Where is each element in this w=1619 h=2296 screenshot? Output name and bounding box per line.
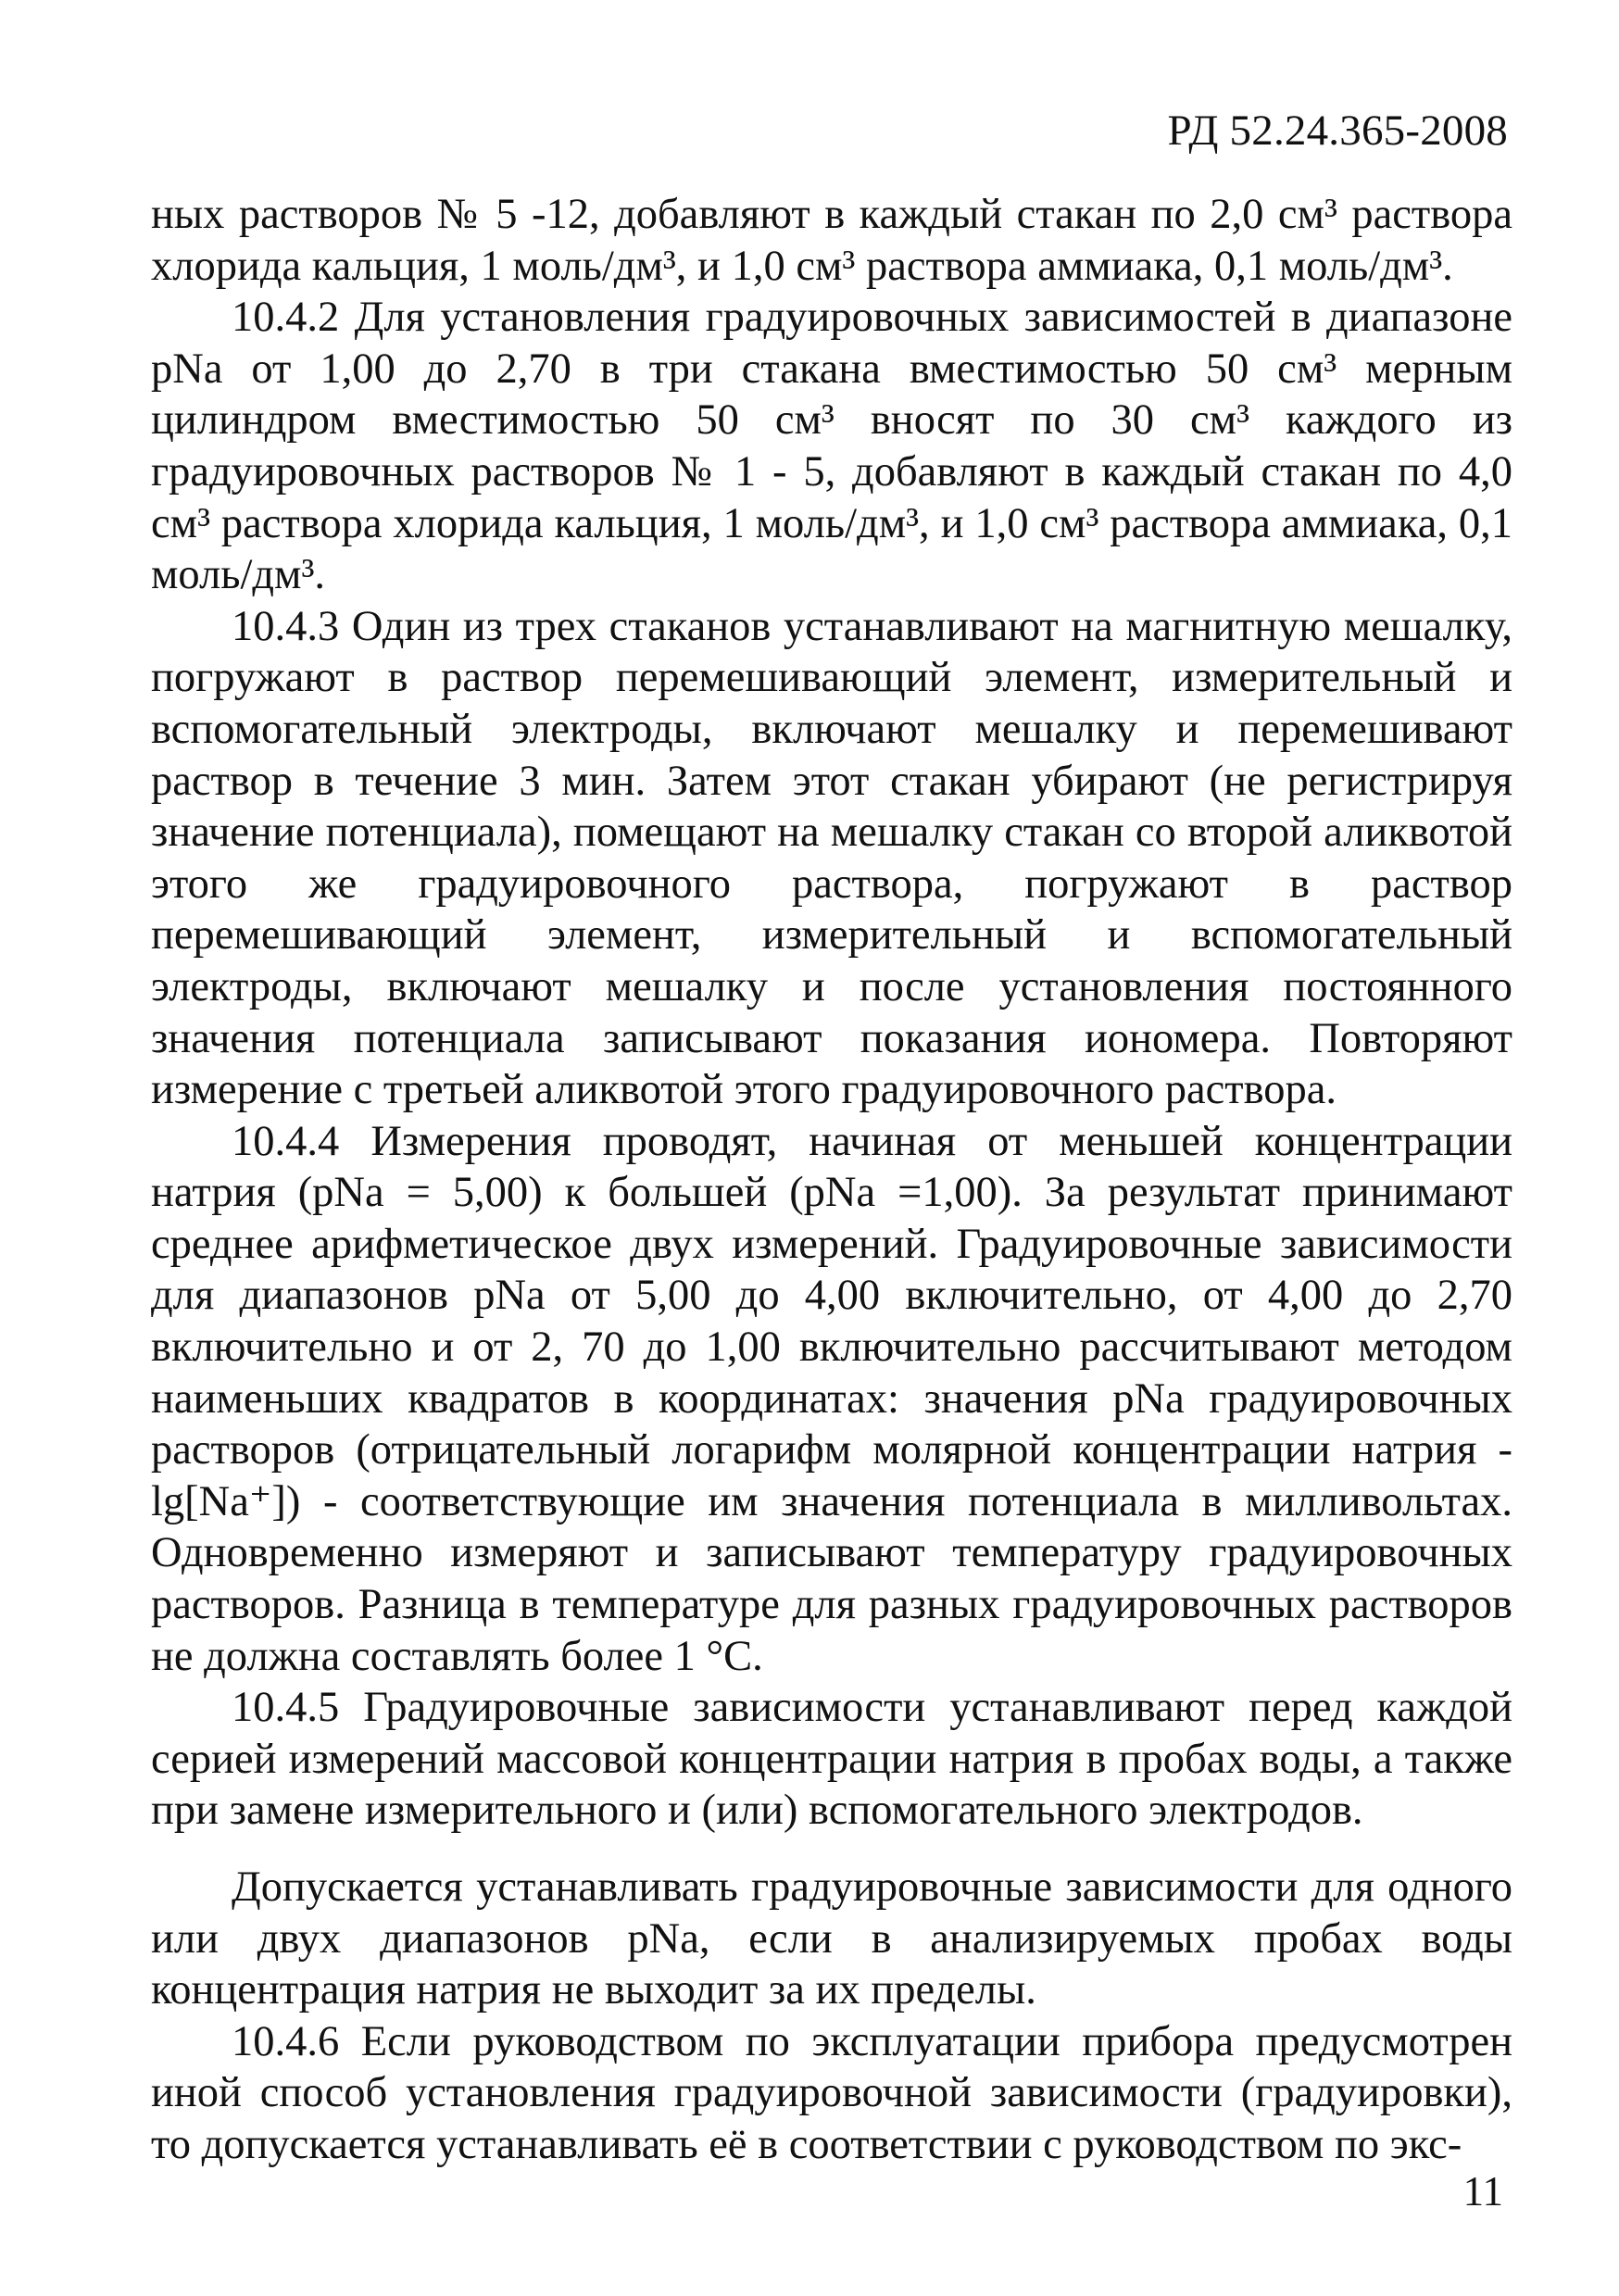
paragraph-dopuskaetsya: Допускается устанавливать градуировочные зависимости для одного или двух диапазонов pNa, если в анализируемых пробах воды концентрация натрия не выходит за их пределы. bbox=[151, 1863, 1512, 2014]
paragraph-continuation: ных растворов № 5 -12, добавляют в каждый стакан по 2,0 см³ раствора хлорида кальция, 1 моль/дм³, и 1,0 см³ раствора аммиака, 0,1 моль/дм³. bbox=[151, 191, 1512, 290]
paragraph-10-4-6: 10.4.6 Если руководством по эксплуатации прибора предусмотрен иной способ установления градуировочной зависимости (градуировки), то допускается устанавливать её в соответствии с руководством по экс- bbox=[151, 2017, 1512, 2168]
page-content bbox=[151, 189, 1512, 2171]
paragraph-10-4-5: 10.4.5 Градуировочные зависимости устанавливают перед каждой серией измерений массовой концентрации натрия в пробах воды, а также при замене измерительного и (или) вспомогательного электродов. bbox=[151, 1684, 1512, 1835]
page-number: 11 bbox=[1462, 2168, 1503, 2214]
paragraph-10-4-4: 10.4.4 Измерения проводят, начиная от меньшей концентрации натрия (pNa = 5,00) к большей (pNa =1,00). За результат принимают среднее арифметическое двух измерений. Градуировочные зависимости для диапазонов pNa от 5,00 до 4,00 включительно, от 4,00 до 2,70 включительно и от 2, 70 до 1,00 включительно рассчитывают методом наименьших квадратов в координатах: значения pNa градуировочных растворов (отрицательный логарифм молярной концентрации натрия - lg[Na⁺]) - соответствующие им значения потенциала в милливольтах. Одновременно измеряют и записывают температуру градуировочных растворов. Разница в температуре для разных градуировочных растворов не должна составлять более 1 °C. bbox=[151, 1117, 1512, 1680]
paragraph-10-4-2: 10.4.2 Для установления градуировочных зависимостей в диапазоне pNa от 1,00 до 2,70 в три стакана вместимостью 50 см³ мерным цилиндром вместимостью 50 см³ вносят по 30 см³ каждого из градуировочных растворов № 1 - 5, добавляют в каждый стакан по 4,0 см³ раствора хлорида кальция, 1 моль/дм³, и 1,0 см³ раствора аммиака, 0,1 моль/дм³. bbox=[151, 294, 1512, 599]
paragraph-10-4-3: 10.4.3 Один из трех стаканов устанавливают на магнитную мешалку, погружают в раствор перемешивающий элемент, измерительный и вспомогательный электроды, включают мешалку и перемешивают раствор в течение 3 мин. Затем этот стакан убирают (не регистрируя значение потенциала), помещают на мешалку стакан со второй аликвотой этого же градуировочного раствора, погружают в раствор перемешивающий элемент, измерительный и вспомогательный электроды, включают мешалку и после установления постоянного значения потенциала записывают показания иономера. Повторяют измерение с третьей аликвотой этого градуировочного раствора. bbox=[151, 602, 1512, 1114]
document-code: РД 52.24.365-2008 bbox=[1167, 107, 1508, 155]
